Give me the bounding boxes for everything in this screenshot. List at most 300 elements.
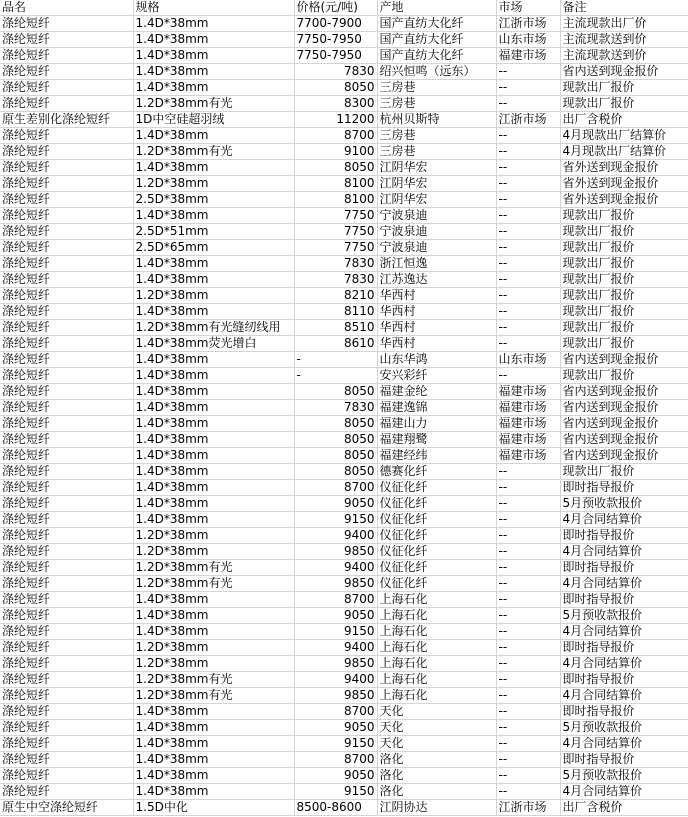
price-cell[interactable]: 11200 (294, 112, 377, 128)
market-cell[interactable]: 福建市场 (496, 416, 560, 432)
price-cell[interactable]: 8050 (294, 464, 377, 480)
product-cell[interactable]: 涤纶短纤 (0, 336, 133, 352)
spec-cell[interactable]: 1.4D*38mm (133, 624, 294, 640)
product-cell[interactable]: 涤纶短纤 (0, 432, 133, 448)
product-cell[interactable]: 涤纶短纤 (0, 416, 133, 432)
note-cell[interactable]: 省内送到现金报价 (560, 448, 688, 464)
price-cell[interactable]: 7750 (294, 208, 377, 224)
price-cell[interactable]: - (294, 352, 377, 368)
origin-cell[interactable]: 华西村 (377, 304, 496, 320)
market-cell[interactable]: -- (496, 96, 560, 112)
note-cell[interactable]: 即时指导报价 (560, 672, 688, 688)
note-cell[interactable]: 现款出厂报价 (560, 336, 688, 352)
note-cell[interactable]: 现款出厂报价 (560, 272, 688, 288)
origin-cell[interactable]: 福建山力 (377, 416, 496, 432)
price-cell[interactable]: 7750 (294, 224, 377, 240)
market-cell[interactable]: -- (496, 224, 560, 240)
header-cell-price[interactable]: 价格(元/吨) (294, 0, 377, 16)
origin-cell[interactable]: 上海石化 (377, 688, 496, 704)
note-cell[interactable]: 省内送到现金报价 (560, 400, 688, 416)
product-cell[interactable]: 涤纶短纤 (0, 448, 133, 464)
price-cell[interactable]: 8700 (294, 704, 377, 720)
spec-cell[interactable]: 1.4D*38mm (133, 480, 294, 496)
note-cell[interactable]: 5月预收款报价 (560, 608, 688, 624)
price-cell[interactable]: 8700 (294, 128, 377, 144)
note-cell[interactable]: 4月合同结算价 (560, 688, 688, 704)
spec-cell[interactable]: 1.4D*38mm (133, 384, 294, 400)
market-cell[interactable]: -- (496, 176, 560, 192)
market-cell[interactable]: -- (496, 688, 560, 704)
origin-cell[interactable]: 华西村 (377, 320, 496, 336)
origin-cell[interactable]: 三房巷 (377, 144, 496, 160)
origin-cell[interactable]: 华西村 (377, 288, 496, 304)
spec-cell[interactable]: 1.2D*38mm (133, 288, 294, 304)
origin-cell[interactable]: 江阴华宏 (377, 192, 496, 208)
market-cell[interactable]: -- (496, 544, 560, 560)
origin-cell[interactable]: 宁波泉迪 (377, 208, 496, 224)
origin-cell[interactable]: 德赛化纤 (377, 464, 496, 480)
origin-cell[interactable]: 福建经纬 (377, 448, 496, 464)
price-cell[interactable]: 9150 (294, 624, 377, 640)
price-cell[interactable]: 9150 (294, 784, 377, 800)
origin-cell[interactable]: 上海石化 (377, 608, 496, 624)
origin-cell[interactable]: 杭州贝斯特 (377, 112, 496, 128)
market-cell[interactable]: -- (496, 768, 560, 784)
price-cell[interactable]: 9400 (294, 640, 377, 656)
price-cell[interactable]: 8050 (294, 432, 377, 448)
product-cell[interactable]: 涤纶短纤 (0, 64, 133, 80)
note-cell[interactable]: 4月现款出厂结算价 (560, 128, 688, 144)
spec-cell[interactable]: 1.2D*38mm (133, 656, 294, 672)
product-cell[interactable]: 涤纶短纤 (0, 224, 133, 240)
header-cell-note[interactable]: 备注 (560, 0, 688, 16)
price-cell[interactable]: 8050 (294, 416, 377, 432)
price-cell[interactable]: 9050 (294, 496, 377, 512)
spec-cell[interactable]: 1.4D*38mm (133, 704, 294, 720)
spec-cell[interactable]: 1.4D*38mm (133, 720, 294, 736)
note-cell[interactable]: 5月预收款报价 (560, 496, 688, 512)
product-cell[interactable]: 涤纶短纤 (0, 192, 133, 208)
spec-cell[interactable]: 1.4D*38mm (133, 368, 294, 384)
header-cell-market[interactable]: 市场 (496, 0, 560, 16)
note-cell[interactable]: 省内送到现金报价 (560, 384, 688, 400)
product-cell[interactable]: 涤纶短纤 (0, 768, 133, 784)
price-cell[interactable]: 8050 (294, 160, 377, 176)
product-cell[interactable]: 涤纶短纤 (0, 368, 133, 384)
product-cell[interactable]: 涤纶短纤 (0, 80, 133, 96)
market-cell[interactable]: -- (496, 336, 560, 352)
spec-cell[interactable]: 2.5D*51mm (133, 224, 294, 240)
note-cell[interactable]: 即时指导报价 (560, 640, 688, 656)
spec-cell[interactable]: 1.4D*38mm (133, 448, 294, 464)
product-cell[interactable]: 涤纶短纤 (0, 304, 133, 320)
spec-cell[interactable]: 1.4D*38mm (133, 64, 294, 80)
spec-cell[interactable]: 1.4D*38mm (133, 784, 294, 800)
market-cell[interactable]: -- (496, 144, 560, 160)
spec-cell[interactable]: 2.5D*65mm (133, 240, 294, 256)
note-cell[interactable]: 5月预收款报价 (560, 720, 688, 736)
origin-cell[interactable]: 天化 (377, 736, 496, 752)
spec-cell[interactable]: 1.4D*38mm荧光增白 (133, 336, 294, 352)
market-cell[interactable]: 福建市场 (496, 448, 560, 464)
spec-cell[interactable]: 1.2D*38mm有光 (133, 672, 294, 688)
product-cell[interactable]: 涤纶短纤 (0, 704, 133, 720)
market-cell[interactable]: -- (496, 256, 560, 272)
product-cell[interactable]: 涤纶短纤 (0, 128, 133, 144)
price-cell[interactable]: 9850 (294, 576, 377, 592)
market-cell[interactable]: -- (496, 288, 560, 304)
price-cell[interactable]: 8510 (294, 320, 377, 336)
market-cell[interactable]: -- (496, 656, 560, 672)
origin-cell[interactable]: 江阴协达 (377, 800, 496, 816)
spec-cell[interactable]: 1.4D*38mm (133, 48, 294, 64)
origin-cell[interactable]: 三房巷 (377, 128, 496, 144)
note-cell[interactable]: 省内送到现金报价 (560, 432, 688, 448)
spec-cell[interactable]: 1.2D*38mm有光 (133, 96, 294, 112)
note-cell[interactable]: 即时指导报价 (560, 528, 688, 544)
price-cell[interactable]: 8700 (294, 592, 377, 608)
market-cell[interactable]: -- (496, 592, 560, 608)
note-cell[interactable]: 省内送到现金报价 (560, 352, 688, 368)
market-cell[interactable]: -- (496, 720, 560, 736)
price-cell[interactable]: 8050 (294, 80, 377, 96)
market-cell[interactable]: 福建市场 (496, 48, 560, 64)
market-cell[interactable]: -- (496, 496, 560, 512)
spec-cell[interactable]: 1.4D*38mm (133, 432, 294, 448)
origin-cell[interactable]: 洛化 (377, 768, 496, 784)
product-cell[interactable]: 涤纶短纤 (0, 608, 133, 624)
product-cell[interactable]: 涤纶短纤 (0, 16, 133, 32)
spec-cell[interactable]: 1.4D*38mm (133, 80, 294, 96)
market-cell[interactable]: -- (496, 576, 560, 592)
market-cell[interactable]: -- (496, 304, 560, 320)
market-cell[interactable]: 山东市场 (496, 32, 560, 48)
spec-cell[interactable]: 1.5D中化 (133, 800, 294, 816)
origin-cell[interactable]: 上海石化 (377, 672, 496, 688)
origin-cell[interactable]: 上海石化 (377, 640, 496, 656)
market-cell[interactable]: -- (496, 464, 560, 480)
note-cell[interactable]: 4月合同结算价 (560, 736, 688, 752)
price-cell[interactable]: 7750-7950 (294, 48, 377, 64)
price-cell[interactable]: 9050 (294, 608, 377, 624)
price-cell[interactable]: 9850 (294, 656, 377, 672)
product-cell[interactable]: 涤纶短纤 (0, 720, 133, 736)
product-cell[interactable]: 涤纶短纤 (0, 256, 133, 272)
price-cell[interactable]: 7830 (294, 272, 377, 288)
spec-cell[interactable]: 1.2D*38mm (133, 640, 294, 656)
market-cell[interactable]: -- (496, 640, 560, 656)
spec-cell[interactable]: 1.2D*38mm有光 (133, 144, 294, 160)
price-cell[interactable]: 8610 (294, 336, 377, 352)
price-cell[interactable]: 9850 (294, 544, 377, 560)
spec-cell[interactable]: 1.4D*38mm (133, 272, 294, 288)
price-cell[interactable]: 9050 (294, 720, 377, 736)
product-cell[interactable]: 涤纶短纤 (0, 544, 133, 560)
product-cell[interactable]: 涤纶短纤 (0, 592, 133, 608)
product-cell[interactable]: 涤纶短纤 (0, 288, 133, 304)
origin-cell[interactable]: 天化 (377, 720, 496, 736)
origin-cell[interactable]: 宁波泉迪 (377, 240, 496, 256)
note-cell[interactable]: 4月合同结算价 (560, 544, 688, 560)
product-cell[interactable]: 涤纶短纤 (0, 512, 133, 528)
price-cell[interactable]: 8500-8600 (294, 800, 377, 816)
note-cell[interactable]: 省内送到现金报价 (560, 64, 688, 80)
product-cell[interactable]: 原生差别化涤纶短纤 (0, 112, 133, 128)
note-cell[interactable]: 现款出厂报价 (560, 240, 688, 256)
note-cell[interactable]: 省内送到现金报价 (560, 416, 688, 432)
note-cell[interactable]: 即时指导报价 (560, 704, 688, 720)
note-cell[interactable]: 主流现款送到价 (560, 32, 688, 48)
spec-cell[interactable]: 1.4D*38mm (133, 736, 294, 752)
note-cell[interactable]: 出厂含税价 (560, 112, 688, 128)
spec-cell[interactable]: 1.4D*38mm (133, 16, 294, 32)
product-cell[interactable]: 涤纶短纤 (0, 352, 133, 368)
product-cell[interactable]: 涤纶短纤 (0, 32, 133, 48)
origin-cell[interactable]: 上海石化 (377, 624, 496, 640)
price-cell[interactable]: 8210 (294, 288, 377, 304)
origin-cell[interactable]: 上海石化 (377, 592, 496, 608)
note-cell[interactable]: 现款出厂报价 (560, 208, 688, 224)
note-cell[interactable]: 4月合同结算价 (560, 512, 688, 528)
product-cell[interactable]: 涤纶短纤 (0, 624, 133, 640)
header-cell-product[interactable]: 品名 (0, 0, 133, 16)
note-cell[interactable]: 4月合同结算价 (560, 656, 688, 672)
market-cell[interactable]: -- (496, 704, 560, 720)
origin-cell[interactable]: 国产直纺大化纤 (377, 16, 496, 32)
market-cell[interactable]: -- (496, 64, 560, 80)
origin-cell[interactable]: 宁波泉迪 (377, 224, 496, 240)
note-cell[interactable]: 现款出厂报价 (560, 224, 688, 240)
market-cell[interactable]: 福建市场 (496, 384, 560, 400)
product-cell[interactable]: 涤纶短纤 (0, 96, 133, 112)
note-cell[interactable]: 4月合同结算价 (560, 784, 688, 800)
origin-cell[interactable]: 仪征化纤 (377, 512, 496, 528)
spec-cell[interactable]: 1.2D*38mm (133, 528, 294, 544)
note-cell[interactable]: 主流现款送到价 (560, 48, 688, 64)
note-cell[interactable]: 4月现款出厂结算价 (560, 144, 688, 160)
market-cell[interactable]: 江浙市场 (496, 112, 560, 128)
origin-cell[interactable]: 福建逸锦 (377, 400, 496, 416)
note-cell[interactable]: 现款出厂报价 (560, 288, 688, 304)
price-cell[interactable]: 9400 (294, 528, 377, 544)
price-cell[interactable]: 8300 (294, 96, 377, 112)
spec-cell[interactable]: 1.4D*38mm (133, 208, 294, 224)
origin-cell[interactable]: 洛化 (377, 752, 496, 768)
product-cell[interactable]: 涤纶短纤 (0, 784, 133, 800)
note-cell[interactable]: 5月预收款报价 (560, 768, 688, 784)
spec-cell[interactable]: 1D中空硅超羽绒 (133, 112, 294, 128)
market-cell[interactable]: 江浙市场 (496, 16, 560, 32)
market-cell[interactable]: -- (496, 368, 560, 384)
price-cell[interactable]: 8100 (294, 176, 377, 192)
spec-cell[interactable]: 1.4D*38mm (133, 752, 294, 768)
spec-cell[interactable]: 1.2D*38mm有光 (133, 560, 294, 576)
spec-cell[interactable]: 1.4D*38mm (133, 304, 294, 320)
spec-cell[interactable]: 1.4D*38mm (133, 608, 294, 624)
market-cell[interactable]: 江浙市场 (496, 800, 560, 816)
product-cell[interactable]: 涤纶短纤 (0, 464, 133, 480)
origin-cell[interactable]: 仪征化纤 (377, 480, 496, 496)
spec-cell[interactable]: 1.4D*38mm (133, 400, 294, 416)
note-cell[interactable]: 主流现款出厂价 (560, 16, 688, 32)
product-cell[interactable]: 涤纶短纤 (0, 48, 133, 64)
spec-cell[interactable]: 2.5D*38mm (133, 192, 294, 208)
note-cell[interactable]: 现款出厂报价 (560, 96, 688, 112)
note-cell[interactable]: 现款出厂报价 (560, 320, 688, 336)
market-cell[interactable]: -- (496, 480, 560, 496)
origin-cell[interactable]: 江苏逸达 (377, 272, 496, 288)
market-cell[interactable]: -- (496, 624, 560, 640)
note-cell[interactable]: 出厂含税价 (560, 800, 688, 816)
price-cell[interactable]: 8700 (294, 480, 377, 496)
price-cell[interactable]: 7750-7950 (294, 32, 377, 48)
market-cell[interactable]: -- (496, 192, 560, 208)
product-cell[interactable]: 涤纶短纤 (0, 736, 133, 752)
origin-cell[interactable]: 绍兴恒鸣（远东） (377, 64, 496, 80)
origin-cell[interactable]: 仪征化纤 (377, 528, 496, 544)
spec-cell[interactable]: 1.4D*38mm (133, 464, 294, 480)
product-cell[interactable]: 涤纶短纤 (0, 640, 133, 656)
origin-cell[interactable]: 福建翔鹭 (377, 432, 496, 448)
price-cell[interactable]: 8100 (294, 192, 377, 208)
note-cell[interactable]: 即时指导报价 (560, 592, 688, 608)
market-cell[interactable]: 福建市场 (496, 400, 560, 416)
product-cell[interactable]: 涤纶短纤 (0, 496, 133, 512)
market-cell[interactable]: -- (496, 272, 560, 288)
market-cell[interactable]: -- (496, 560, 560, 576)
spec-cell[interactable]: 1.4D*38mm (133, 256, 294, 272)
product-cell[interactable]: 涤纶短纤 (0, 656, 133, 672)
market-cell[interactable]: -- (496, 160, 560, 176)
market-cell[interactable]: -- (496, 80, 560, 96)
origin-cell[interactable]: 仪征化纤 (377, 576, 496, 592)
spec-cell[interactable]: 1.4D*38mm (133, 32, 294, 48)
spec-cell[interactable]: 1.4D*38mm (133, 768, 294, 784)
market-cell[interactable]: -- (496, 736, 560, 752)
origin-cell[interactable]: 三房巷 (377, 96, 496, 112)
market-cell[interactable]: -- (496, 528, 560, 544)
market-cell[interactable]: -- (496, 320, 560, 336)
market-cell[interactable]: -- (496, 512, 560, 528)
product-cell[interactable]: 涤纶短纤 (0, 176, 133, 192)
spec-cell[interactable]: 1.4D*38mm (133, 512, 294, 528)
origin-cell[interactable]: 三房巷 (377, 80, 496, 96)
spec-cell[interactable]: 1.4D*38mm (133, 496, 294, 512)
product-cell[interactable]: 涤纶短纤 (0, 160, 133, 176)
product-cell[interactable]: 涤纶短纤 (0, 208, 133, 224)
product-cell[interactable]: 涤纶短纤 (0, 480, 133, 496)
note-cell[interactable]: 现款出厂报价 (560, 256, 688, 272)
origin-cell[interactable]: 洛化 (377, 784, 496, 800)
spec-cell[interactable]: 1.2D*38mm有光缝纫线用 (133, 320, 294, 336)
product-cell[interactable]: 涤纶短纤 (0, 272, 133, 288)
price-cell[interactable]: 8050 (294, 448, 377, 464)
product-cell[interactable]: 涤纶短纤 (0, 400, 133, 416)
origin-cell[interactable]: 国产直纺大化纤 (377, 48, 496, 64)
market-cell[interactable]: -- (496, 672, 560, 688)
price-cell[interactable]: 7700-7900 (294, 16, 377, 32)
note-cell[interactable]: 4月合同结算价 (560, 576, 688, 592)
note-cell[interactable]: 即时指导报价 (560, 752, 688, 768)
price-cell[interactable]: 9150 (294, 736, 377, 752)
spec-cell[interactable]: 1.4D*38mm (133, 416, 294, 432)
price-cell[interactable]: 7830 (294, 64, 377, 80)
product-cell[interactable]: 涤纶短纤 (0, 384, 133, 400)
market-cell[interactable]: 福建市场 (496, 432, 560, 448)
spec-cell[interactable]: 1.4D*38mm (133, 160, 294, 176)
spec-cell[interactable]: 1.2D*38mm有光 (133, 576, 294, 592)
product-cell[interactable]: 涤纶短纤 (0, 576, 133, 592)
note-cell[interactable]: 省外送到现金报价 (560, 160, 688, 176)
price-cell[interactable]: 7750 (294, 240, 377, 256)
product-cell[interactable]: 涤纶短纤 (0, 240, 133, 256)
origin-cell[interactable]: 浙江恒逸 (377, 256, 496, 272)
market-cell[interactable]: -- (496, 240, 560, 256)
origin-cell[interactable]: 安兴彩纤 (377, 368, 496, 384)
origin-cell[interactable]: 上海石化 (377, 656, 496, 672)
origin-cell[interactable]: 仪征化纤 (377, 544, 496, 560)
market-cell[interactable]: -- (496, 208, 560, 224)
price-cell[interactable]: 7830 (294, 256, 377, 272)
note-cell[interactable]: 即时指导报价 (560, 480, 688, 496)
product-cell[interactable]: 涤纶短纤 (0, 320, 133, 336)
note-cell[interactable]: 现款出厂报价 (560, 368, 688, 384)
market-cell[interactable]: -- (496, 608, 560, 624)
origin-cell[interactable]: 天化 (377, 704, 496, 720)
spec-cell[interactable]: 1.2D*38mm有光 (133, 688, 294, 704)
origin-cell[interactable]: 仪征化纤 (377, 496, 496, 512)
price-cell[interactable]: 9400 (294, 672, 377, 688)
note-cell[interactable]: 4月合同结算价 (560, 624, 688, 640)
product-cell[interactable]: 涤纶短纤 (0, 144, 133, 160)
product-cell[interactable]: 原生中空涤纶短纤 (0, 800, 133, 816)
market-cell[interactable]: -- (496, 128, 560, 144)
price-cell[interactable]: 8050 (294, 384, 377, 400)
market-cell[interactable]: -- (496, 784, 560, 800)
price-cell[interactable]: 9850 (294, 688, 377, 704)
product-cell[interactable]: 涤纶短纤 (0, 672, 133, 688)
origin-cell[interactable]: 福建金纶 (377, 384, 496, 400)
origin-cell[interactable]: 华西村 (377, 336, 496, 352)
note-cell[interactable]: 省外送到现金报价 (560, 192, 688, 208)
spec-cell[interactable]: 1.4D*38mm (133, 592, 294, 608)
product-cell[interactable]: 涤纶短纤 (0, 752, 133, 768)
product-cell[interactable]: 涤纶短纤 (0, 688, 133, 704)
note-cell[interactable]: 现款出厂报价 (560, 464, 688, 480)
origin-cell[interactable]: 山东华鸿 (377, 352, 496, 368)
header-cell-spec[interactable]: 规格 (133, 0, 294, 16)
price-cell[interactable]: 7830 (294, 400, 377, 416)
spec-cell[interactable]: 1.4D*38mm (133, 352, 294, 368)
header-cell-origin[interactable]: 产地 (377, 0, 496, 16)
origin-cell[interactable]: 仪征化纤 (377, 560, 496, 576)
spec-cell[interactable]: 1.2D*38mm (133, 176, 294, 192)
origin-cell[interactable]: 国产直纺大化纤 (377, 32, 496, 48)
note-cell[interactable]: 省外送到现金报价 (560, 176, 688, 192)
price-cell[interactable]: 8700 (294, 752, 377, 768)
note-cell[interactable]: 现款出厂报价 (560, 80, 688, 96)
market-cell[interactable]: 山东市场 (496, 352, 560, 368)
price-cell[interactable]: 8110 (294, 304, 377, 320)
spec-cell[interactable]: 1.4D*38mm (133, 128, 294, 144)
product-cell[interactable]: 涤纶短纤 (0, 528, 133, 544)
price-cell[interactable]: 9400 (294, 560, 377, 576)
price-cell[interactable]: 9100 (294, 144, 377, 160)
price-cell[interactable]: 9150 (294, 512, 377, 528)
note-cell[interactable]: 现款出厂报价 (560, 304, 688, 320)
spec-cell[interactable]: 1.2D*38mm (133, 544, 294, 560)
price-cell[interactable]: 9050 (294, 768, 377, 784)
